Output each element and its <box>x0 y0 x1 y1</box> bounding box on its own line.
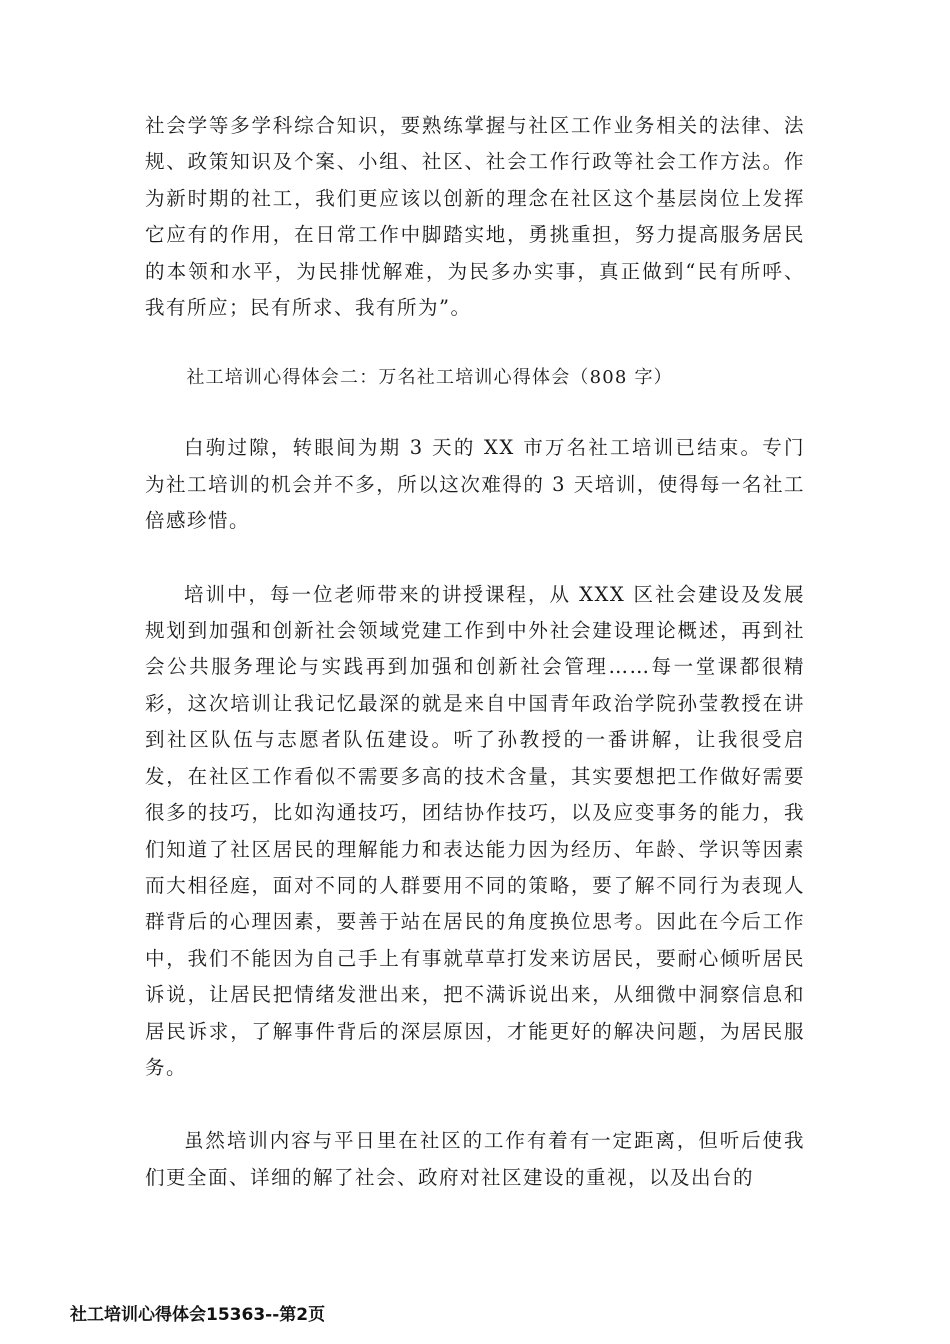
paragraph-training: 培训中，每一位老师带来的讲授课程，从 XXX 区社会建设及发展规划到加强和创新社会领域党建工作到中外社会建设理论概述，再到社会公共服务理论与实践再到加强和创新社会管理……每一堂课都很精彩，这次培训让我记忆最深的就是来自中国青年政治学院孙莹教授在讲到社区队伍与志愿者队伍建设。听了孙教授的一番讲解，让我很受启发，在社区工作看似不需要多高的技术含量，其实要想把工作做好需要很多的技巧，比如沟通技巧，团结协作技巧，以及应变事务的能力，我们知道了社区居民的理解能力和表达能力因为经历、年龄、学识等因素而大相径庭，面对不同的人群要用不同的策略，要了解不同行为表现人群背后的心理因素，要善于站在居民的角度换位思考。因此在今后工作中，我们不能因为自己手上有事就草草打发来访居民，要耐心倾听居民诉说，让居民把情绪发泄出来，把不满诉说出来，从细微中洞察信息和居民诉求，了解事件背后的深层原因，才能更好的解决问题，为居民服务。 <box>145 582 805 1079</box>
section-heading: 社工培训心得体会二：万名社工培训心得体会（808 字） <box>186 367 673 389</box>
spacer <box>145 1086 805 1123</box>
paragraph-closing: 虽然培训内容与平日里在社区的工作有着有一定距离，但听后使我们更全面、详细的解了社会、政府对社区建设的重视，以及出台的 <box>145 1129 805 1189</box>
paragraph-intro: 白驹过隙，转眼间为期 3 天的 XX 市万名社工培训已结束。专门为社工培训的机会并不多，所以这次难得的 3 天培训，使得每一名社工倍感珍惜。 <box>145 436 805 533</box>
spacer <box>145 396 805 430</box>
document-body <box>145 108 805 1196</box>
paragraph-continuation: 社会学等多学科综合知识，要熟练掌握与社区工作业务相关的法律、法规、政策知识及个案、小组、社区、社会工作行政等社会工作方法。作为新时期的社工，我们更应该以创新的理念在社区这个基层岗位上发挥它应有的作用，在日常工作中脚踏实地，勇挑重担，努力提高服务居民的本领和水平，为民排忧解难，为民多办实事，真正做到“民有所呼、我有所应；民有所求、我有所为”。 <box>145 114 805 320</box>
page-footer: 社工培训心得体会15363--第2页 <box>70 1305 326 1325</box>
spacer <box>145 326 805 360</box>
spacer <box>145 540 805 577</box>
